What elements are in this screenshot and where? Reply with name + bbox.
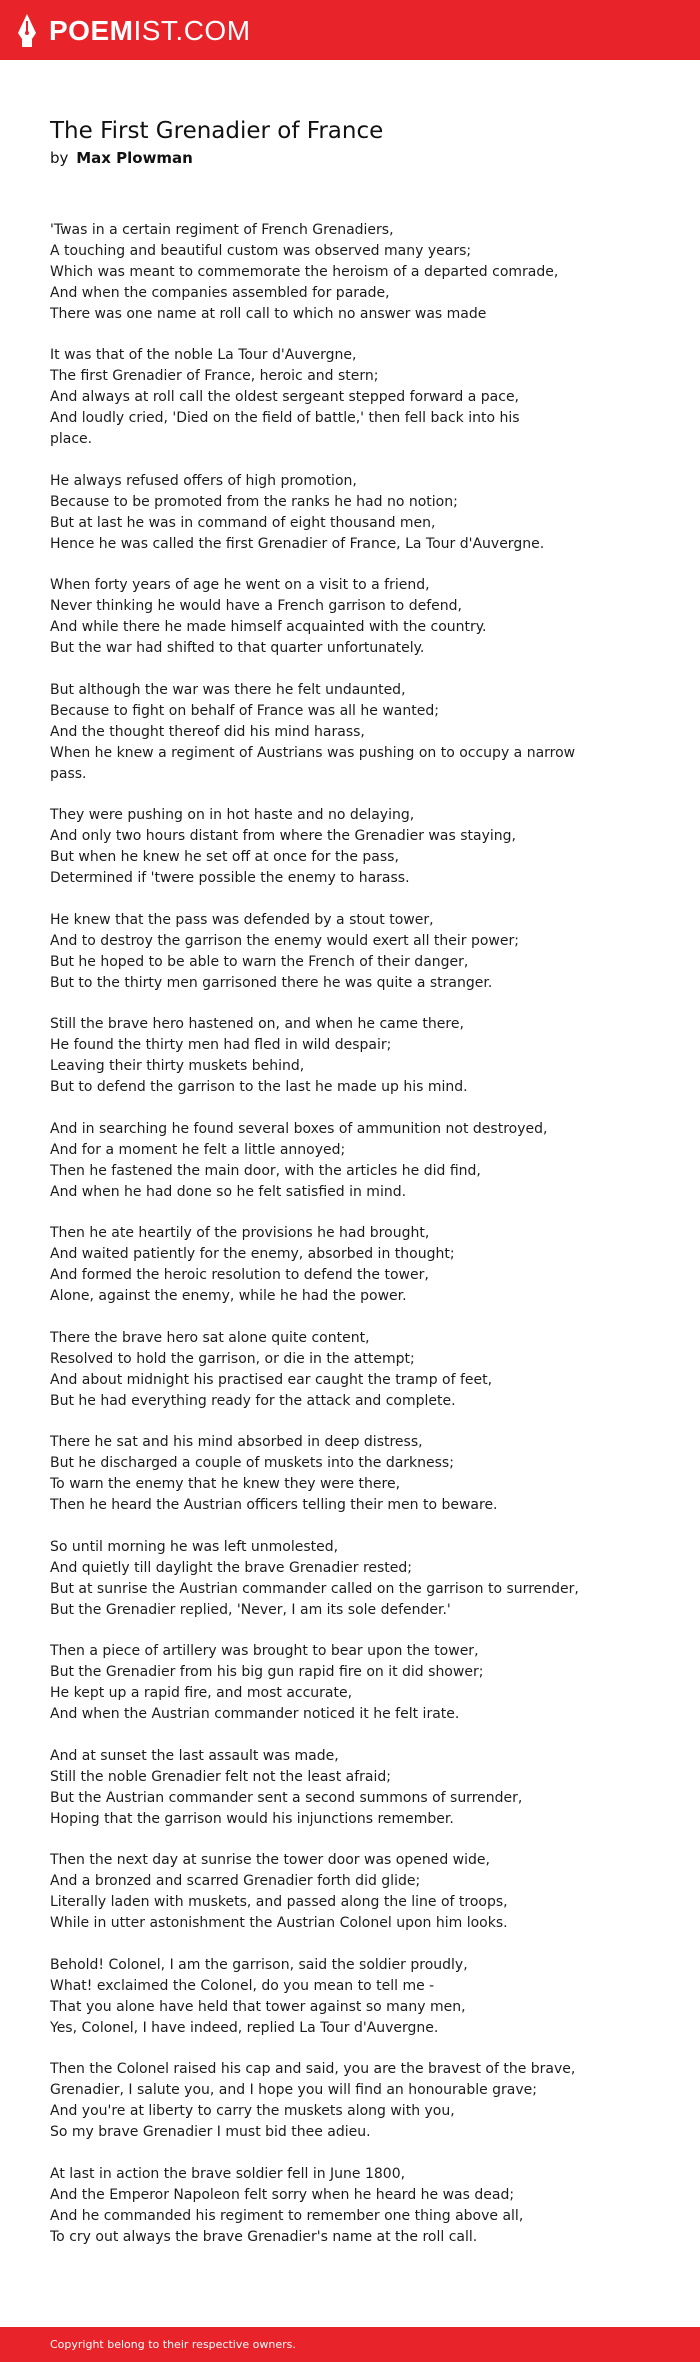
poem-stanza (50, 1537, 650, 1621)
poem-line: It was that of the noble La Tour d'Auvergne, (50, 347, 357, 364)
poem-line: But when he knew he set off at once for the pass, (50, 849, 399, 866)
poem-line: And you're at liberty to carry the muskets along with you, (50, 2103, 455, 2120)
poem-line: And for a moment he felt a little annoyed; (50, 1141, 346, 1158)
poem-stanza (50, 1432, 650, 1516)
poem-line: And the Emperor Napoleon felt sorry when he heard he was dead; (50, 2186, 515, 2203)
poem-stanza (50, 1223, 650, 1307)
poem-stanza (50, 1328, 650, 1412)
poem-line: And about midnight his practised ear caught the tramp of feet, (50, 1371, 493, 1388)
brand-light: IST.COM (133, 14, 251, 46)
poem-line: There the brave hero sat alone quite content, (50, 1329, 370, 1346)
poem-line: But the Austrian commander sent a second summons of surrender, (50, 1789, 523, 1806)
poem-line: When he knew a regiment of Austrians was pushing on to occupy a narrow (50, 744, 576, 761)
poem-stanza (50, 910, 650, 994)
poem-line: But the Grenadier from his big gun rapid fire on it did shower; (50, 1664, 484, 1681)
poem-line: But he had everything ready for the attack and complete. (50, 1392, 456, 1409)
poem-stanza (50, 1955, 650, 2039)
poem-line: They were pushing on in hot haste and no delaying, (50, 807, 415, 824)
poem-stanza (50, 1641, 650, 1725)
poem-line: And always at roll call the oldest sergeant stepped forward a pace, (50, 389, 520, 406)
poem-line: But although the war was there he felt undaunted, (50, 681, 406, 698)
poem-line: Then he heard the Austrian officers telling their men to beware. (50, 1497, 498, 1514)
poem-stanza (50, 2164, 650, 2248)
poem-line: Because to be promoted from the ranks he had no notion; (50, 493, 458, 510)
poem-line: Still the brave hero hastened on, and when he came there, (50, 1016, 464, 1033)
poem-line: At last in action the brave soldier fell in June 1800, (50, 2166, 406, 2182)
poem-line: But he discharged a couple of muskets into the darkness; (50, 1455, 454, 1472)
poem-line: And quietly till daylight the brave Grenadier rested; (50, 1559, 413, 1576)
poem-line: He found the thirty men had fled in wild despair; (50, 1037, 392, 1054)
poem-line: He kept up a rapid fire, and most accurate, (50, 1685, 353, 1702)
poem-line: And formed the heroic resolution to defend the tower, (50, 1267, 429, 1284)
poem-line: 'Twas in a certain regiment of French Grenadiers, (50, 222, 394, 238)
poem-line: And in searching he found several boxes of ammunition not destroyed, (50, 1120, 548, 1137)
poem-line: Literally laden with muskets, and passed along the line of troops, (50, 1894, 508, 1911)
site-footer (0, 2327, 700, 2362)
poem-line: Then the next day at sunrise the tower door was opened wide, (50, 1852, 490, 1869)
poem-line: What! exclaimed the Colonel, do you mean to tell me - (50, 1977, 435, 1994)
poem-line: While in utter astonishment the Austrian Colonel upon him looks. (50, 1915, 508, 1932)
poem-title: The First Grenadier of France (50, 118, 384, 144)
poem-line: But at sunrise the Austrian commander called on the garrison to surrender, (50, 1580, 579, 1597)
poem-line: Alone, against the enemy, while he had the power. (50, 1288, 407, 1305)
poem-line: Yes, Colonel, I have indeed, replied La Tour d'Auvergne. (50, 2019, 439, 2036)
poem-line: And the thought thereof did his mind harass, (50, 723, 365, 740)
poem-line: That you alone have held that tower against so many men, (50, 1998, 466, 2015)
poem-line: And when he had done so he felt satisfied in mind. (50, 1183, 407, 1200)
poem-line: The first Grenadier of France, heroic and stern; (50, 368, 379, 385)
poem-line: Still the noble Grenadier felt not the least afraid; (50, 1768, 391, 1785)
poem-line: But the war had shifted to that quarter unfortunately. (50, 640, 425, 657)
poem-line: Then he fastened the main door, with the articles he did find, (50, 1162, 481, 1179)
poem-line: Because to fight on behalf of France was all he wanted; (50, 702, 439, 719)
poem-body (50, 220, 650, 2269)
poem-line: And when the Austrian commander noticed it he felt irate. (50, 1706, 460, 1723)
poem-line: Grenadier, I salute you, and I hope you will find an honourable grave; (50, 2082, 537, 2099)
poem-line: A touching and beautiful custom was observed many years; (50, 242, 472, 259)
brand-bold: POEM (49, 14, 134, 46)
poem-line: To cry out always the brave Grenadier's name at the roll call. (50, 2228, 478, 2245)
poem-stanza (50, 220, 650, 325)
poem-line: Behold! Colonel, I am the garrison, said the soldier proudly, (50, 1956, 468, 1973)
poem-line: And a bronzed and scarred Grenadier forth did glide; (50, 1873, 421, 1890)
poem-line: And loudly cried, 'Died on the field of battle,' then fell back into his (50, 410, 520, 427)
poem-byline (50, 148, 193, 168)
poem-stanza (50, 345, 650, 450)
poem-line: So my brave Grenadier I must bid thee adieu. (50, 2124, 371, 2141)
poem-line: And when the companies assembled for parade, (50, 284, 390, 301)
poem-line: Never thinking he would have a French garrison to defend, (50, 598, 462, 615)
copyright-text: Copyright belong to their respective owners. (50, 2338, 296, 2351)
poem-line: When forty years of age he went on a visit to a friend, (50, 577, 430, 594)
poem-stanza (50, 2059, 650, 2143)
poem-stanza (50, 471, 650, 555)
poem-line: But the Grenadier replied, 'Never, I am its sole defender.' (50, 1601, 451, 1618)
poem-line: Resolved to hold the garrison, or die in the attempt; (50, 1350, 415, 1367)
site-logo-text (49, 15, 251, 47)
poem-line: Then the Colonel raised his cap and said, you are the bravest of the brave, (50, 2061, 576, 2078)
by-label: by (50, 149, 69, 167)
poem-stanza (50, 1746, 650, 1830)
poem-line: But to the thirty men garrisoned there he was quite a stranger. (50, 974, 493, 991)
poem-line: Hoping that the garrison would his injunctions remember. (50, 1810, 454, 1827)
poem-line: So until morning he was left unmolested, (50, 1538, 339, 1555)
poem-line: He always refused offers of high promotion, (50, 472, 357, 489)
poem-line: He knew that the pass was defended by a stout tower, (50, 911, 434, 928)
poem-line: Determined if 'twere possible the enemy to harass. (50, 870, 410, 887)
poem-author[interactable]: Max Plowman (76, 149, 193, 167)
poem-line: And he commanded his regiment to remember one thing above all, (50, 2207, 524, 2224)
poem-line: And at sunset the last assault was made, (50, 1747, 339, 1764)
poem-line: And only two hours distant from where the Grenadier was staying, (50, 828, 516, 845)
poem-line: But to defend the garrison to the last he made up his mind. (50, 1079, 468, 1096)
poem-line: place. (50, 431, 93, 448)
poem-line: There he sat and his mind absorbed in deep distress, (50, 1434, 423, 1451)
poem-line: There was one name at roll call to which no answer was made (50, 305, 487, 322)
poem-line: To warn the enemy that he knew they were there, (50, 1476, 401, 1493)
poem-line: Leaving their thirty muskets behind, (50, 1058, 305, 1075)
poem-line: pass. (50, 765, 87, 782)
poem-stanza (50, 575, 650, 659)
poem-line: Which was meant to commemorate the heroism of a departed comrade, (50, 263, 559, 280)
pen-nib-icon (17, 14, 37, 47)
poem-line: Then he ate heartily of the provisions he had brought, (50, 1225, 430, 1242)
poem-stanza (50, 805, 650, 889)
poem-line: And waited patiently for the enemy, absorbed in thought; (50, 1246, 455, 1263)
site-logo-link[interactable] (17, 14, 251, 47)
poem-stanza (50, 1850, 650, 1934)
poem-line: But at last he was in command of eight thousand men, (50, 514, 436, 531)
poem-line: Then a piece of artillery was brought to bear upon the tower, (50, 1643, 479, 1660)
poem-line: And to destroy the garrison the enemy would exert all their power; (50, 932, 519, 949)
poem-line: Hence he was called the first Grenadier of France, La Tour d'Auvergne. (50, 535, 545, 552)
poem-stanza (50, 680, 650, 785)
poem-stanza (50, 1119, 650, 1203)
poem-line: And while there he made himself acquainted with the country. (50, 619, 487, 636)
poem-line: But he hoped to be able to warn the French of their danger, (50, 953, 469, 970)
poem-stanza (50, 1014, 650, 1098)
site-header (0, 0, 700, 60)
